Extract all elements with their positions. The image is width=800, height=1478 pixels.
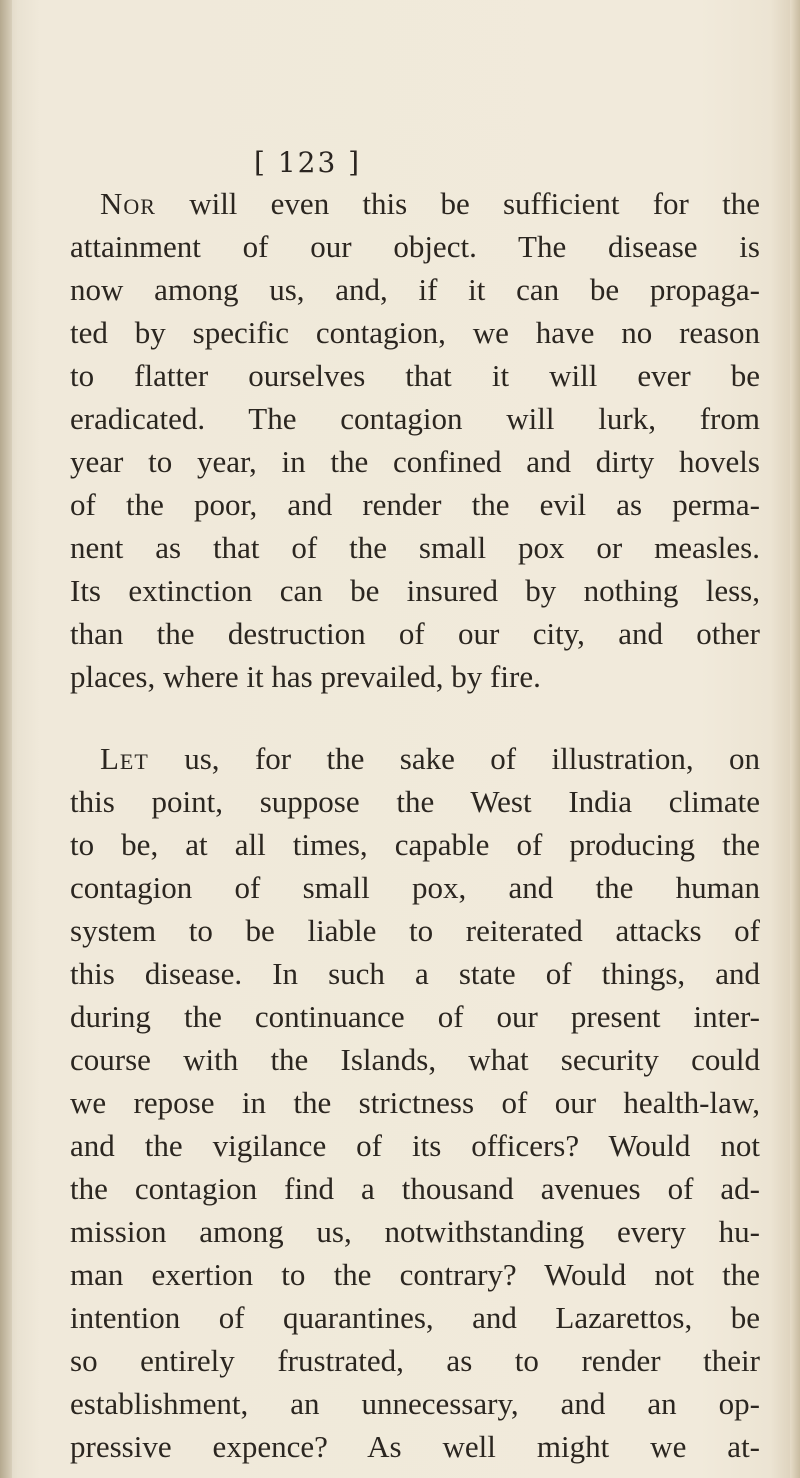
text-line: mission among us, notwithstanding every hu- (70, 1214, 760, 1249)
text-line: to flatter ourselves that it will ever be (70, 358, 760, 393)
text-line: to be, at all times, capable of producing the (70, 827, 760, 862)
text-line: intention of quarantines, and Lazarettos, be (70, 1300, 760, 1335)
text-line: places, where it has prevailed, by fire. (70, 659, 541, 694)
text-line: pressive expence? As well might we at- (70, 1429, 760, 1464)
text-line: man exertion to the contrary? Would not the (70, 1257, 760, 1292)
text-line: establishment, an unnecessary, and an op- (70, 1386, 760, 1421)
text-line: course with the Islands, what security could (70, 1042, 760, 1077)
text-line: Nor will even this be sufficient for the (100, 186, 760, 221)
text-line: than the destruction of our city, and other (70, 616, 760, 651)
text-line: of the poor, and render the evil as perma- (70, 487, 760, 522)
text-line: Its extinction can be insured by nothing less, (70, 573, 760, 608)
text-line: this disease. In such a state of things, and (70, 956, 760, 991)
text-line: and the vigilance of its officers? Would not (70, 1128, 760, 1163)
text-line: system to be liable to reiterated attacks of (70, 913, 760, 948)
text-line: ted by specific contagion, we have no reason (70, 315, 760, 350)
page-edge (790, 0, 800, 1478)
page-gutter (0, 0, 12, 1478)
text-line: year to year, in the confined and dirty hovels (70, 444, 760, 479)
text-line: during the continuance of our present inter- (70, 999, 760, 1034)
text-line: eradicated. The contagion will lurk, from (70, 401, 760, 436)
text-line: nent as that of the small pox or measles. (70, 530, 760, 565)
text-line: this point, suppose the West India climate (70, 784, 760, 819)
text-line: now among us, and, if it can be propaga- (70, 272, 760, 307)
text-line: attainment of our object. The disease is (70, 229, 760, 264)
text-line: Let us, for the sake of illustration, on (100, 741, 760, 776)
text-line: so entirely frustrated, as to render their (70, 1343, 760, 1378)
lead-word: Let (100, 741, 149, 776)
lead-word: Nor (100, 186, 156, 221)
text-line: contagion of small pox, and the human (70, 870, 760, 905)
page-number: [ 123 ] (254, 146, 362, 179)
text-line: the contagion find a thousand avenues of ad- (70, 1171, 760, 1206)
text-line: we repose in the strictness of our health-law, (70, 1085, 760, 1120)
